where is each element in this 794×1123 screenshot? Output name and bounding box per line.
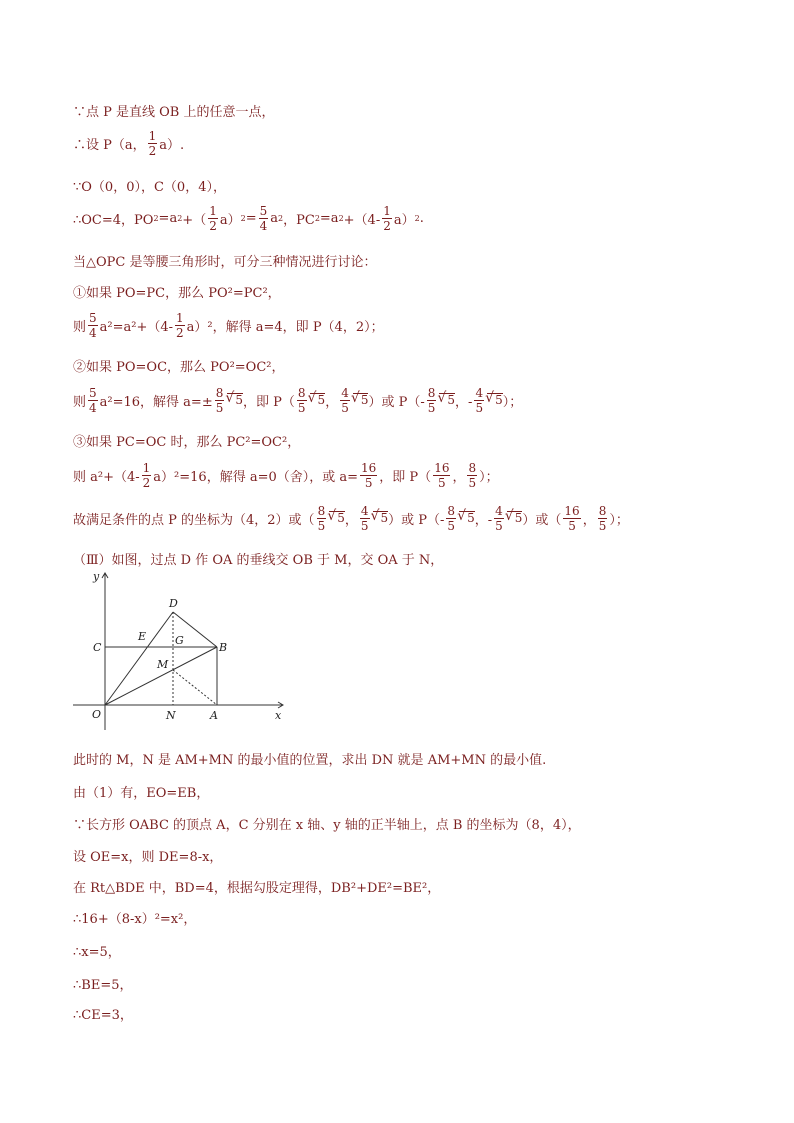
fraction [208, 205, 218, 232]
fraction [175, 312, 185, 339]
text-line-3 [73, 175, 226, 195]
text-line-9 [73, 385, 523, 415]
text: ，即 P（ [243, 394, 295, 410]
fraction [563, 505, 580, 532]
text: ，- [455, 394, 473, 410]
label-A: A [210, 709, 218, 722]
fraction [467, 462, 477, 489]
text: a） [393, 212, 415, 228]
text-line-16 [73, 813, 581, 833]
square-root: √ 5 [310, 393, 326, 407]
label-G: G [175, 634, 184, 647]
denominator: 5 [438, 475, 446, 490]
text: ∵O（0，0），C（0，4）， [73, 179, 226, 195]
fraction [382, 205, 392, 232]
text: +（4- [343, 212, 381, 228]
denominator: 5 [215, 400, 224, 415]
denominator: 2 [148, 143, 157, 158]
text: 则 [73, 394, 87, 410]
denominator: 4 [89, 325, 97, 340]
fraction [494, 505, 504, 532]
text: 故满足条件的点 P 的坐标为（4，2）或（ [73, 512, 315, 528]
square-root: √ 5 [487, 393, 503, 407]
denominator: 5 [427, 400, 436, 415]
text: ，PC [283, 212, 315, 228]
text: 在 Rt△BDE 中，BD=4，根据勾股定理得，DB²+DE²=BE²， [73, 880, 441, 896]
text-line-18 [73, 876, 440, 896]
text: a） [219, 212, 241, 228]
fraction [598, 505, 608, 532]
label-E: E [138, 630, 147, 643]
text-line-21 [73, 973, 132, 993]
text: ①如果 PO=PC，那么 PO²=PC²， [73, 285, 281, 301]
label-C: C [93, 641, 102, 654]
square-root: √ 5 [507, 511, 523, 525]
text: ， [325, 394, 339, 410]
numerator: 5 [259, 203, 268, 218]
square-root: √ 5 [439, 393, 455, 407]
text: ）； [502, 394, 523, 410]
denominator: 5 [568, 518, 576, 533]
superscript: 2 [177, 213, 183, 223]
text: ∵长方形 OABC 的顶点 A，C 分别在 x 轴、y 轴的正半轴上，点 B 的坐标为（8，4）， [73, 817, 581, 833]
fraction [148, 130, 158, 157]
text-line-7 [73, 310, 384, 340]
label-D: D [169, 597, 178, 610]
text-line-11 [73, 460, 499, 490]
denominator: 5 [598, 518, 607, 533]
fraction [297, 387, 307, 414]
text: a [270, 210, 279, 226]
text: （Ⅲ）如图，过点 D 作 OA 的垂线交 OB 于 M，交 OA 于 N， [73, 552, 444, 568]
fraction [446, 505, 456, 532]
label-N: N [166, 709, 176, 722]
label-y: y [93, 570, 100, 583]
text: ）或（ [522, 512, 562, 528]
numerator: 8 [598, 503, 607, 518]
numerator: 8 [468, 460, 477, 475]
segment-OB [105, 647, 217, 705]
square-root: √ 5 [459, 511, 475, 525]
denominator: 5 [360, 518, 369, 533]
fraction [427, 387, 437, 414]
numerator: 1 [209, 203, 217, 218]
fraction [317, 505, 327, 532]
text: . [419, 210, 424, 226]
numerator: 8 [297, 385, 306, 400]
numerator: 8 [427, 385, 436, 400]
text: ）； [609, 512, 629, 528]
fraction [474, 387, 484, 414]
text-line-19 [73, 907, 196, 927]
text-line-22 [73, 1003, 133, 1023]
denominator: 5 [475, 400, 484, 415]
text: 则 a²+（4- [73, 469, 140, 485]
text-line-1 [73, 100, 275, 120]
text: 则 [73, 319, 87, 335]
fraction [142, 462, 152, 489]
text-line-15 [73, 781, 209, 801]
numerator: 8 [215, 385, 224, 400]
numerator: 5 [89, 310, 97, 325]
label-B: B [219, 641, 228, 654]
text-line-4 [73, 203, 424, 233]
denominator: 5 [297, 400, 306, 415]
numerator: 4 [495, 503, 503, 518]
superscript: 2 [414, 213, 420, 223]
numerator: 1 [176, 310, 184, 325]
text: a）. [159, 137, 185, 153]
square-root: √ 5 [227, 393, 243, 407]
text: a）²，解得 a=4，即 P（4，2）； [186, 319, 384, 335]
text: 设 OE=x，则 DE=8-x， [73, 849, 223, 865]
fraction [88, 312, 98, 339]
text: = [245, 210, 257, 226]
superscript: 2 [153, 213, 159, 223]
numerator: 16 [564, 503, 580, 518]
denominator: 2 [209, 218, 217, 233]
numerator: 1 [142, 460, 151, 475]
denominator: 4 [89, 400, 97, 415]
text-line-14 [73, 748, 546, 768]
numerator: 5 [89, 385, 97, 400]
text: ， [582, 512, 596, 528]
fraction [433, 462, 450, 489]
text: +（ [182, 212, 207, 228]
text: a²=a²+（4- [99, 319, 174, 335]
numerator: 4 [475, 385, 484, 400]
text: ②如果 PO=OC，那么 PO²=OC²， [73, 359, 285, 375]
text: a）²=16，解得 a=0（舍），或 a= [153, 469, 359, 485]
superscript: 2 [278, 213, 284, 223]
text: =a [158, 210, 178, 226]
text-line-10 [73, 430, 300, 450]
square-root: √ 5 [353, 393, 369, 407]
numerator: 1 [148, 128, 157, 143]
numerator: 8 [317, 503, 326, 518]
numerator: 4 [360, 503, 369, 518]
fraction [259, 205, 269, 232]
fraction [360, 462, 377, 489]
denominator: 5 [317, 518, 326, 533]
text: ∴OC=4，PO [73, 212, 154, 228]
text: ∴设 P（a， [73, 137, 146, 153]
text-line-12 [73, 503, 629, 533]
numerator: 16 [361, 460, 377, 475]
text: 此时的 M，N 是 AM+MN 的最小值的位置，求出 DN 就是 AM+MN 的最小值. [73, 752, 547, 768]
numerator: 8 [447, 503, 456, 518]
text-line-6 [73, 281, 281, 301]
label-M: M [157, 658, 169, 671]
label-O: O [92, 708, 102, 721]
segment-MA-dashed [173, 670, 217, 705]
numerator: 4 [341, 385, 349, 400]
text: ）或 P（- [368, 394, 425, 410]
text: ∴x=5， [73, 944, 121, 960]
text-line-17 [73, 845, 222, 865]
numerator: 16 [434, 460, 450, 475]
fraction [360, 505, 370, 532]
superscript: 2 [314, 213, 320, 223]
numerator: 1 [383, 203, 391, 218]
denominator: 2 [142, 475, 151, 490]
text: ∴16+（8-x）²=x²， [73, 911, 197, 927]
text: ）； [479, 469, 499, 485]
superscript: 2 [240, 213, 246, 223]
text: ∵点 P 是直线 OB 上的任意一点， [73, 104, 275, 120]
text: ∴CE=3， [73, 1007, 133, 1023]
fraction [215, 387, 225, 414]
denominator: 5 [447, 518, 456, 533]
text: ）或 P（- [388, 512, 445, 528]
label-x: x [275, 709, 282, 722]
text: ③如果 PC=OC 时，那么 PC²=OC²， [73, 434, 301, 450]
fraction [340, 387, 350, 414]
text: ，即 P（ [379, 469, 432, 485]
text: =a [319, 210, 339, 226]
denominator: 2 [383, 218, 391, 233]
text-line-8 [73, 355, 285, 375]
superscript: 2 [338, 213, 344, 223]
text: ， [344, 512, 358, 528]
denominator: 5 [468, 475, 477, 490]
text: 由（1）有，EO=EB， [73, 785, 210, 801]
text: a²=16，解得 a=± [99, 394, 213, 410]
text-line-20 [73, 940, 121, 960]
square-root: √ 5 [373, 511, 389, 525]
text: ， [452, 469, 466, 485]
denominator: 5 [364, 475, 373, 490]
text: 当△OPC 是等腰三角形时，可分三种情况进行讨论： [73, 254, 377, 270]
geometry-figure [65, 565, 295, 735]
denominator: 2 [176, 325, 184, 340]
text: ∴BE=5， [73, 977, 133, 993]
square-root: √ 5 [329, 511, 345, 525]
text-line-2 [73, 128, 185, 158]
denominator: 5 [341, 400, 349, 415]
denominator: 5 [495, 518, 503, 533]
denominator: 4 [259, 218, 268, 233]
text-line-5 [73, 250, 376, 270]
fraction [88, 387, 98, 414]
text: ，- [474, 512, 493, 528]
